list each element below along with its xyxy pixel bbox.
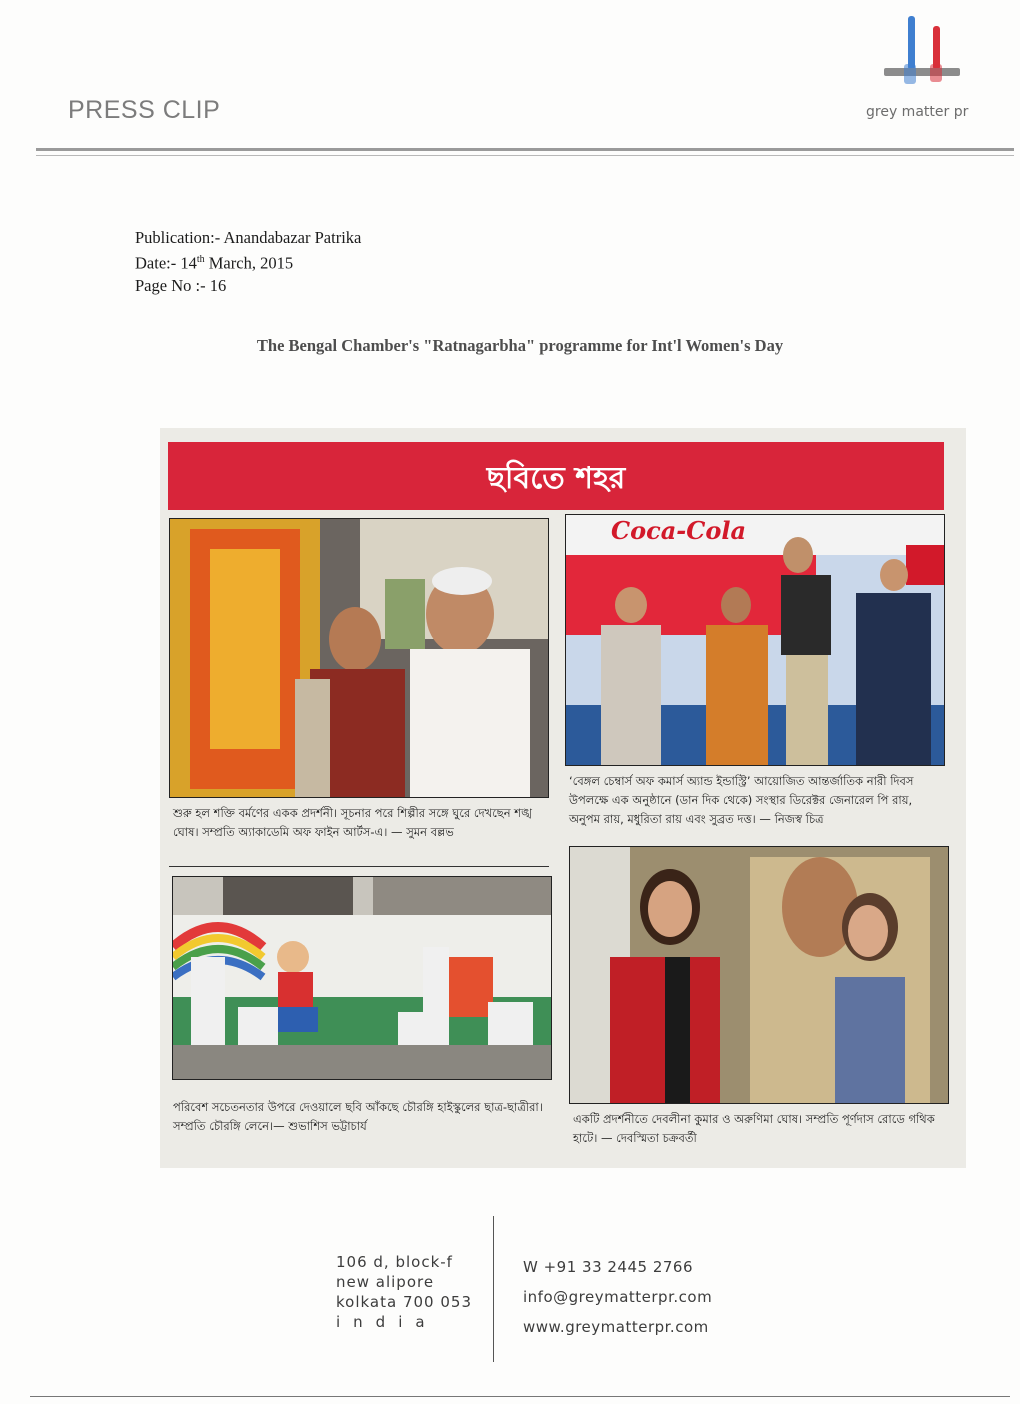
photo-mural-painting — [172, 876, 552, 1080]
newspaper-clipping — [160, 428, 966, 1168]
page-line: Page No :- 16 — [135, 275, 227, 295]
press-clip-title: PRESS CLIP — [68, 96, 221, 124]
header-rule — [36, 148, 1014, 151]
clipping-banner — [168, 442, 944, 510]
photo-bengal-chamber-event — [565, 514, 945, 766]
website-link[interactable]: www.greymatterpr.com — [523, 1318, 709, 1336]
publication-line: Publication:- Anandabazar Patrika — [135, 228, 362, 247]
caption-divider — [169, 866, 549, 867]
caption-mural-painting: পরিবেশ সচেতনতার উপরে দেওয়ালে ছবি আঁকছে চৌরঙ্গি হাইস্কুলের ছাত্র-ছাত্রীরা। সম্প্রতি চৌরঙ্গি লেনে।— শুভাশিস ভট্টাচার্য — [173, 1100, 543, 1133]
photo-art-exhibition — [169, 518, 549, 798]
photo-exhibition-guests — [569, 846, 949, 1104]
caption-bengal-chamber-event: ‘বেঙ্গল চেম্বার্স অফ কমার্স অ্যান্ড ইন্ডাস্ট্রি’ আয়োজিত আন্তর্জাতিক নারী দিবস উপলক্ষে এক অনুষ্ঠানে (ডান দিক থেকে) সংস্থার ডিরেক্টর জেনারেল পি রায়, অনুপম রায়, মধুরিতা রায় এবং সুব্রত দত্ত। — নিজস্ব চিত্র — [569, 774, 914, 826]
footer-rule — [30, 1396, 1010, 1397]
footer-divider — [493, 1216, 494, 1362]
email-link[interactable]: info@greymatterpr.com — [523, 1288, 713, 1306]
header-rule-thin — [36, 155, 1014, 156]
banner-title: ছবিতে শহর — [486, 461, 626, 496]
clip-headline: The Bengal Chamber's "Ratnagarbha" programme for Int'l Women's Day — [256, 336, 784, 355]
date-line: Date:- 14th March, 2015 — [135, 253, 294, 273]
footer-address: 106 d, block-f new alipore kolkata 700 053 india — [336, 1253, 472, 1331]
publication-meta — [135, 227, 361, 297]
phone: W +91 33 2445 2766 — [523, 1258, 693, 1276]
brand-name: grey matter pr — [866, 104, 969, 120]
caption-art-exhibition: শুরু হল শক্তি বর্মণের একক প্রদর্শনী। সূচনার পরে শিল্পীর সঙ্গে ঘুরে দেখছেন শঙ্খ ঘোষ। সম্প্রতি অ্যাকাডেমি অফ ফাইন আর্টস-এ। — সুমন বল্লভ — [173, 806, 532, 839]
coca-cola-sign: Coca-Cola — [611, 516, 747, 545]
footer-contact — [523, 1252, 712, 1342]
caption-exhibition-guests: একটি প্রদর্শনীতে দেবলীনা কুমার ও অরুণিমা ঘোষ। সম্প্রতি পূর্ণদাস রোডে গথিক হাটে। — দেবস্মিতা চক্রবর্তী — [573, 1112, 935, 1145]
grey-matter-logo-icon — [878, 12, 968, 92]
